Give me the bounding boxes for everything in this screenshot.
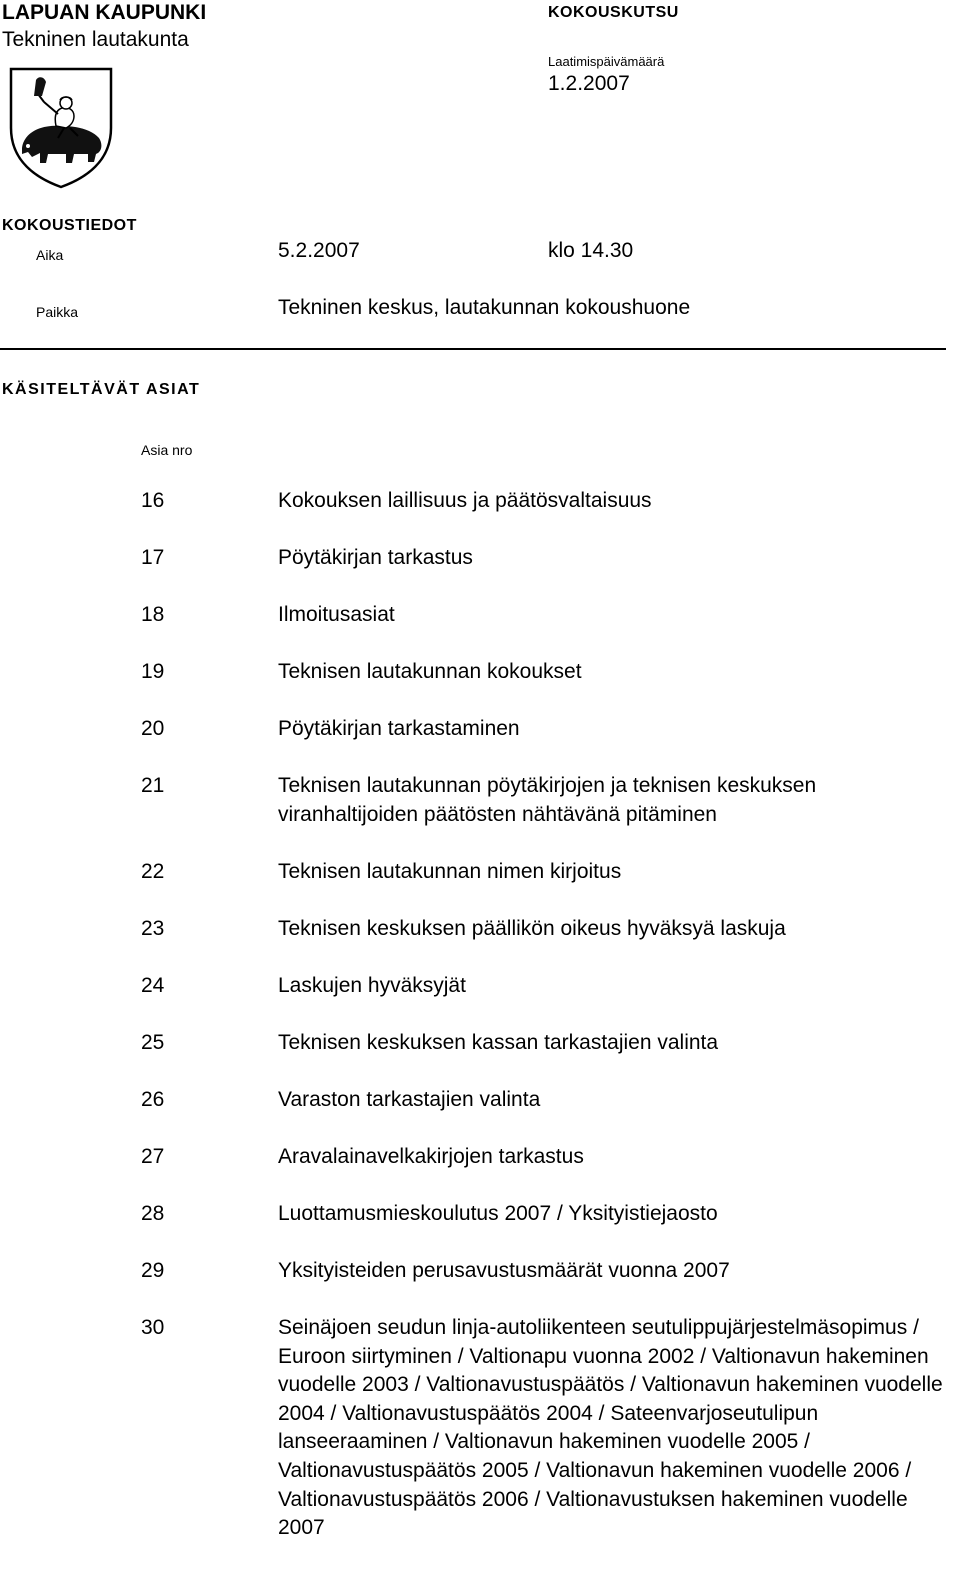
agenda-item-number: 24 <box>141 974 165 997</box>
date-label: Laatimispäivämäärä <box>548 54 665 69</box>
agenda-item-number: 25 <box>141 1031 165 1054</box>
agenda-item-title: Laskujen hyväksyjät <box>278 974 466 997</box>
organization-unit: Tekninen lautakunta <box>2 28 189 51</box>
agenda-item-number: 28 <box>141 1202 165 1225</box>
meeting-date: 5.2.2007 <box>278 239 360 262</box>
agenda-item-number: 29 <box>141 1259 165 1282</box>
agenda-item-number: 22 <box>141 860 165 883</box>
agenda-item-title: Pöytäkirjan tarkastus <box>278 546 473 569</box>
agenda-item-number: 21 <box>141 774 165 797</box>
agenda-item-title: Teknisen keskuksen päällikön oikeus hyväksyä laskuja <box>278 917 786 940</box>
agenda-item-number: 27 <box>141 1145 165 1168</box>
agenda-item-number: 20 <box>141 717 165 740</box>
agenda-item-title: Kokouksen laillisuus ja päätösvaltaisuus <box>278 489 652 512</box>
date-value: 1.2.2007 <box>548 72 630 95</box>
agenda-item-title: Varaston tarkastajien valinta <box>278 1088 541 1111</box>
time-label: Aika <box>36 247 64 263</box>
agenda-item-title: Pöytäkirjan tarkastaminen <box>278 717 520 740</box>
meeting-place: Tekninen keskus, lautakunnan kokoushuone <box>278 296 691 319</box>
agenda-heading: KÄSITELTÄVÄT ASIAT <box>2 381 201 398</box>
agenda-item-number: 23 <box>141 917 165 940</box>
agenda-item-title: Seinäjoen seudun linja-autoliikenteen seutulippujärjestelmäsopimus / Euroon siirtyminen / Valtionapu vuonna 2002 / Valtionavun hakeminen vuodelle 2003 / Valtionavustuspäätös / Valtionavun hakeminen vuodelle 2004 / Valtionavustuspäätös 2004 / Sateenvarjoseutulipun lanseeraaminen / Valtionavun hakeminen vuodelle 2005 / Valtionavustuspäätös 2005 / Valtionavun hakeminen vuodelle 2006 / Valtionavustuspäätös 2006 / Valtionavustuksen hakeminen vuodelle 2007 <box>278 1316 943 1540</box>
agenda-item-title: Ilmoitusasiat <box>278 603 395 626</box>
agenda-item-title: Teknisen keskuksen kassan tarkastajien valinta <box>278 1031 719 1054</box>
meeting-time: klo 14.30 <box>548 239 634 262</box>
agenda-item-number: 17 <box>141 546 165 569</box>
agenda-item-number: 19 <box>141 660 165 683</box>
agenda-item-title: Aravalainavelkakirjojen tarkastus <box>278 1145 584 1168</box>
item-number-label: Asia nro <box>141 442 193 458</box>
organization-name: LAPUAN KAUPUNKI <box>2 1 207 24</box>
section-divider <box>0 348 946 350</box>
agenda-item-title: Teknisen lautakunnan nimen kirjoitus <box>278 860 622 883</box>
agenda-item-title: Yksityisteiden perusavustusmäärät vuonna 2007 <box>278 1259 730 1282</box>
coat-of-arms-icon <box>8 66 114 190</box>
place-label: Paikka <box>36 304 79 320</box>
agenda-item-title: Teknisen lautakunnan pöytäkirjojen ja teknisen keskuksen viranhaltijoiden päätösten nähtävänä pitäminen <box>278 774 817 826</box>
agenda-item-number: 26 <box>141 1088 165 1111</box>
agenda-item-title: Luottamusmieskoulutus 2007 / Yksityistiejaosto <box>278 1202 718 1225</box>
agenda-item-number: 18 <box>141 603 165 626</box>
meeting-info-heading: KOKOUSTIEDOT <box>2 217 137 234</box>
agenda-item-title: Teknisen lautakunnan kokoukset <box>278 660 582 683</box>
agenda-item-number: 30 <box>141 1316 165 1339</box>
agenda-item-number: 16 <box>141 489 165 512</box>
document-type: KOKOUSKUTSU <box>548 4 679 21</box>
